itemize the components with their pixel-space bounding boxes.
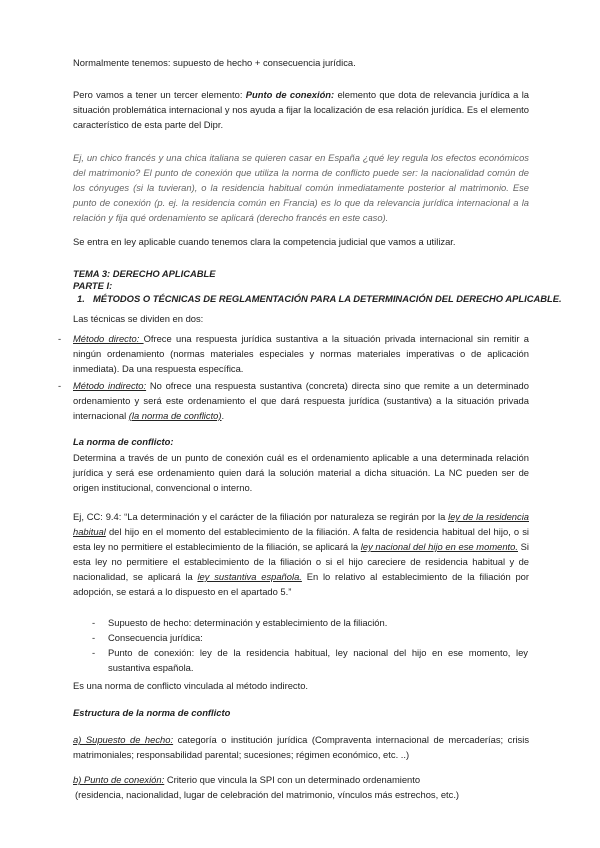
- section-heading: [77, 291, 562, 306]
- list-item-supuesto: Supuesto de hecho: determinación y establecimiento de la filiación.: [108, 617, 388, 628]
- bullet-dash: -: [58, 333, 62, 344]
- indirect-method-text: No ofrece una respuesta sustantiva (concreta) directa sino que remite a un determinado ordenamiento y será este ordenamiento el que dará respuesta jurídica (sustantiva) a la situación privada internacional: [73, 380, 529, 421]
- applicable-law-paragraph: Se entra en ley aplicable cuando tenemos clara la competencia judicial que vamos a utilizar.: [73, 236, 456, 247]
- structure-a-label: a) Supuesto de hecho:: [73, 734, 174, 745]
- article-residence-law: ley de la residencia habitual: [73, 511, 529, 537]
- section-number: 1.: [77, 293, 85, 304]
- indirect-link-paragraph: Es una norma de conflicto vinculada al método indirecto.: [73, 680, 309, 691]
- connection-point-paragraph: [73, 87, 529, 132]
- section-title: MÉTODOS O TÉCNICAS DE REGLAMENTACIÓN PARA LA DETERMINACIÓN DEL DERECHO APLICABLE.: [93, 293, 562, 304]
- techniques-intro: Las técnicas se dividen en dos:: [73, 313, 204, 324]
- indirect-method-label: Método indirecto:: [73, 380, 147, 391]
- connection-point-term: Punto de conexión:: [245, 89, 335, 100]
- tema-heading: TEMA 3: DERECHO APLICABLE: [73, 268, 216, 279]
- conflict-rule-link: (la norma de conflicto): [128, 410, 222, 421]
- direct-method-label: Método directo:: [73, 333, 144, 344]
- direct-method-text: Ofrece una respuesta jurídica sustantiva a la situación privada internacional sin remitir a ningún ordenamiento (normas materiales especiales y normas materiales imperativas o de aplicación inmediata). Da una respuesta específica.: [73, 333, 529, 374]
- bullet-dash: -: [92, 632, 96, 643]
- article-text-c: del hijo en el momento del establecimiento de la filiación. A falta de residencia habitual del hijo, o si esta ley no permitiere el establecimiento de la filiación, se aplicará la: [73, 526, 529, 552]
- direct-method-item: [73, 331, 529, 376]
- structure-item-a: [73, 732, 529, 762]
- article-national-law: ley nacional del hijo en ese momento.: [360, 541, 518, 552]
- bullet-dash: -: [92, 617, 96, 628]
- parte-heading: PARTE I:: [73, 280, 113, 291]
- article-text-e: Si esta ley no permitiere el establecimiento de la filiación o si el hijo careciere de residencia habitual y de nacionalidad, se aplicará la: [73, 541, 529, 582]
- article-text-a: Ej, CC: 9.4: “La determinación y el carácter de la filiación por naturaleza se regirán por la: [73, 511, 449, 522]
- list-item-consecuencia: Consecuencia jurídica:: [108, 632, 203, 643]
- article-example-paragraph: [73, 509, 529, 599]
- bullet-dash: -: [58, 380, 62, 391]
- structure-item-b: [73, 772, 543, 787]
- bullet-dash: -: [92, 647, 96, 658]
- indirect-method-end: .: [221, 410, 225, 421]
- structure-heading: Estructura de la norma de conflicto: [73, 707, 231, 718]
- conflict-rule-heading: La norma de conflicto:: [73, 436, 174, 447]
- article-spanish-law: ley sustantiva española.: [197, 571, 302, 582]
- connection-point-pre: Pero vamos a tener un tercer elemento:: [73, 89, 246, 100]
- structure-b-examples: (residencia, nacionalidad, lugar de celebración del matrimonio, vínculos más estrechos, etc.): [75, 789, 460, 800]
- conflict-rule-text: Determina a través de un punto de conexión cuál es el ordenamiento aplicable a una determinada relación jurídica y será ese ordenamiento quien dará la solución material a dicha situación. La NC pueden ser de origen institucional, convencional o interno.: [73, 452, 529, 493]
- intro-paragraph: Normalmente tenemos: supuesto de hecho + consecuencia jurídica.: [73, 57, 356, 68]
- structure-b-text: Criterio que vincula la SPI con un determinado ordenamiento: [164, 774, 421, 785]
- list-item-punto: Punto de conexión: ley de la residencia habitual, ley nacional del hijo en ese momento, ley sustantiva española.: [108, 647, 528, 673]
- example-marriage-paragraph: Ej, un chico francés y una chica italiana se quieren casar en España ¿qué ley regula los efectos económicos del matrimonio? El punto de conexión que utiliza la norma de conflicto puede ser: la nacionalidad común de los cónyuges (si la tuvieran), o la residencia habitual común inmediatamente posterior al matrimonio. Ese punto de conexión (p. ej. la residencia común en Francia) es lo que da relevancia jurídica internacional a la relación y fija qué ordenamiento se aplicará (derecho francés en este caso).: [73, 152, 529, 223]
- structure-b-label: b) Punto de conexión:: [73, 774, 165, 785]
- indirect-method-item: [73, 378, 529, 423]
- structure-a-text: categoría o institución jurídica (Compraventa internacional de mercaderías; crisis matrimoniales; responsabilidad parental; sucesiones; régimen económico, etc. ..): [73, 734, 530, 760]
- connection-point-definition: elemento que dota de relevancia jurídica a la situación problemática internacional y nos ayuda a fijar la localización de esa relación jurídica. Es el elemento característico de esta parte del Dipr.: [73, 89, 530, 130]
- article-text-g: En lo relativo al establecimiento de la filiación por adopción, se estará a lo dispuesto en el apartado 5.”: [73, 571, 529, 597]
